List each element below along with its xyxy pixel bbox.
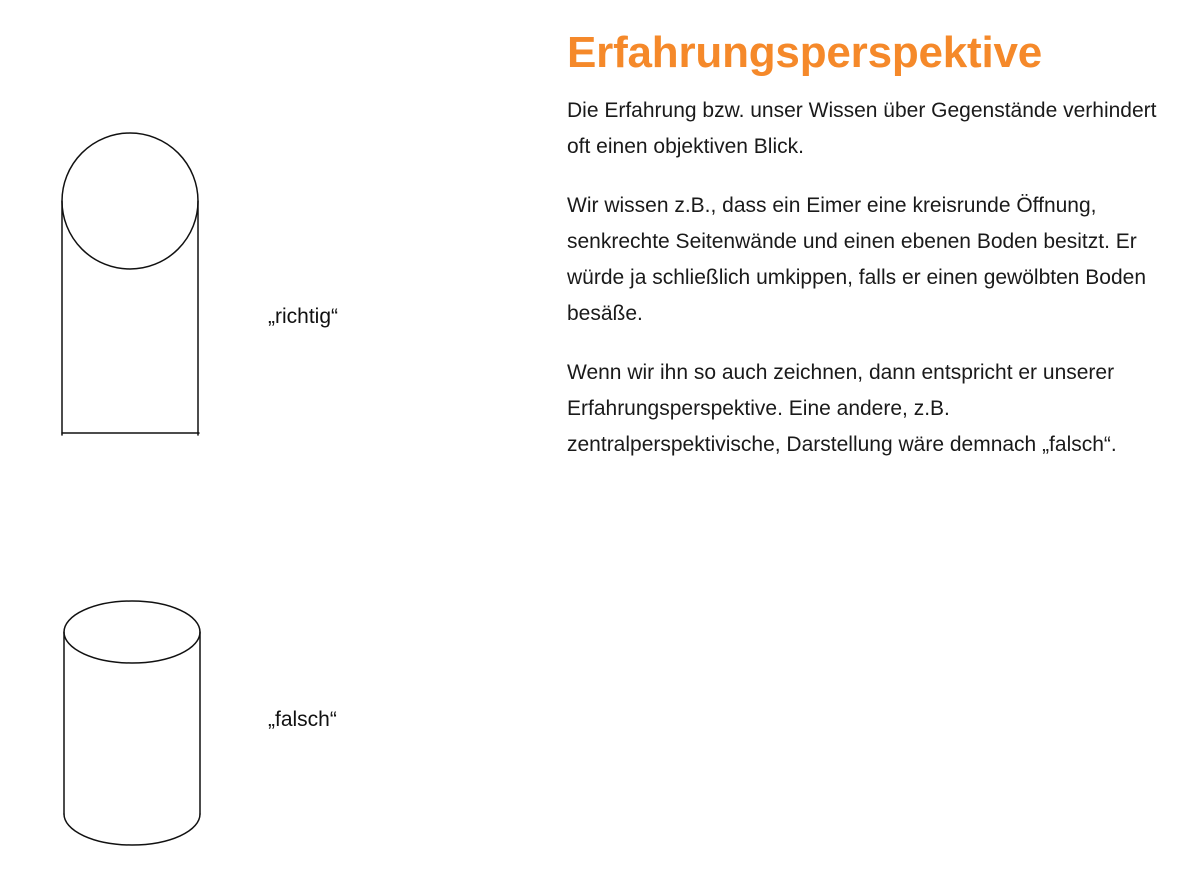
- paragraph-1: Die Erfahrung bzw. unser Wissen über Gegenstände verhindert oft einen objektiven Blick.: [567, 98, 1157, 158]
- bucket-wrong-opening: [64, 601, 200, 663]
- text-column: [567, 28, 1167, 486]
- bucket-wrong-bottom: [64, 814, 200, 845]
- paragraph-2: Wir wissen z.B., dass ein Eimer eine kreisrunde Öffnung, senkrechte Seitenwände und einen ebenen Boden besitzt. Er würde ja schließlich umkippen, falls er einen gewölbten Boden besäße.: [567, 193, 1146, 325]
- bucket-wrong-drawing: [64, 601, 200, 845]
- page-title: Erfahrungsperspektive: [567, 28, 1043, 77]
- bucket-correct-opening: [62, 133, 198, 269]
- caption-wrong: „falsch“: [268, 708, 337, 731]
- paragraph-3: Wenn wir ihn so auch zeichnen, dann entspricht er unserer Erfahrungsperspektive. Eine andere, z.B. zentralperspektivische, Darstellung wäre demnach „falsch“.: [567, 360, 1117, 456]
- bucket-correct-drawing: [62, 133, 199, 435]
- caption-correct: „richtig“: [268, 305, 339, 328]
